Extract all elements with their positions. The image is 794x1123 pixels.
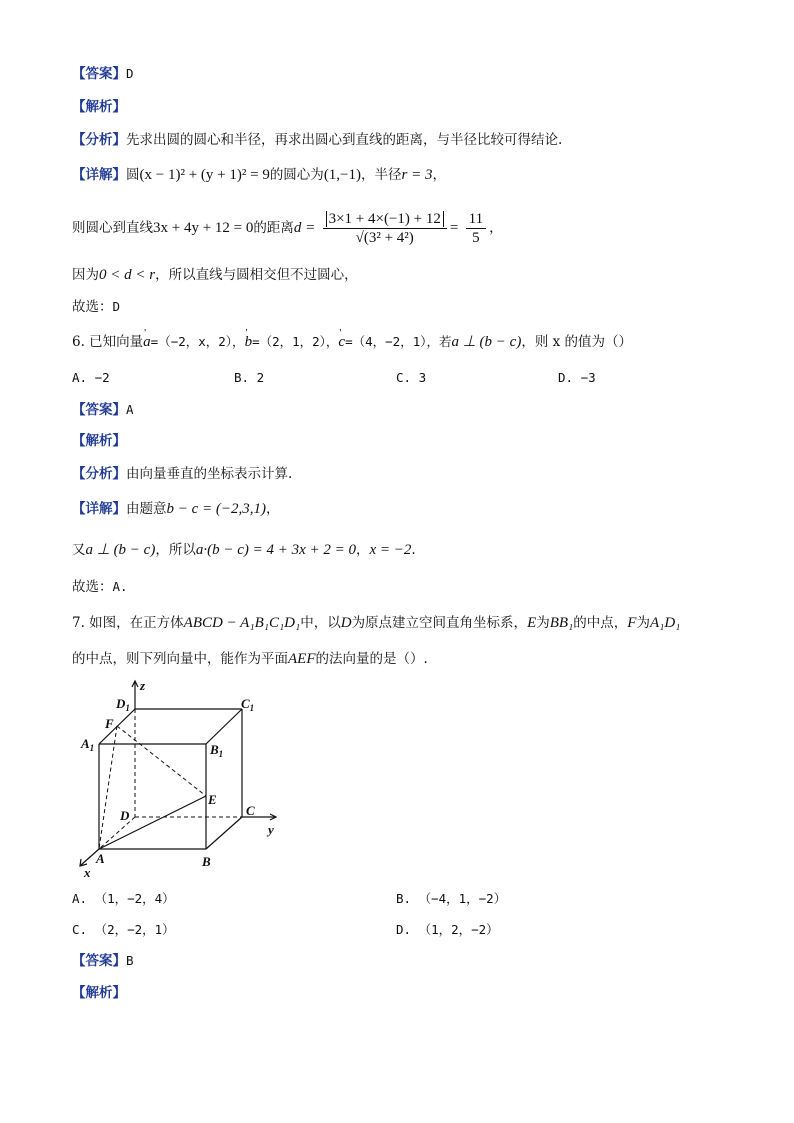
perp-condition: a ⊥ (b − c) <box>451 334 522 350</box>
b-minus-c: b − c = (−2,3,1) <box>166 501 267 517</box>
answer-value: B <box>126 953 134 968</box>
detail-text: 由题意 <box>126 501 167 517</box>
cube-figure <box>72 678 292 878</box>
q7-analysis-line <box>72 983 126 1003</box>
point-e: E <box>527 615 537 631</box>
segment-a1d1: A₁D₁ <box>649 615 681 631</box>
label-a: A <box>96 851 105 866</box>
detail-text: 则圆心到直线 <box>72 220 153 236</box>
label-d1: $D_1$ <box>116 696 130 713</box>
inequality: 0 < d < r <box>99 267 156 283</box>
q7-option-d[interactable]: D. （1，2，−2） <box>396 922 499 937</box>
q6-option-c[interactable]: C. 3 <box>396 370 427 385</box>
dot-product-equation: a·(b − c) = 4 + 3x + 2 = 0 <box>195 542 357 558</box>
analysis-tag: 【解析】 <box>72 985 126 1001</box>
q7-option-b[interactable]: B. （−4，1，−2） <box>396 891 507 906</box>
q6-analysis-line <box>72 431 126 451</box>
distance-fraction <box>323 210 447 247</box>
label-b: B <box>202 854 211 869</box>
fenxi-text: 先求出圆的圆心和半径，再求出圆心到直线的距离，与半径比较可得结论. <box>126 132 563 148</box>
fraction-denominator: √(3² + 4²) <box>355 230 414 246</box>
stem-text: 的中点， <box>573 615 628 631</box>
point-f: F <box>627 615 637 631</box>
q5-detail-line <box>72 165 446 185</box>
stem-text: 为 <box>536 615 550 631</box>
label-c: C <box>246 803 255 818</box>
xiangjie-tag: 【详解】 <box>72 501 126 517</box>
vector-b-value: =（2，1，2）， <box>252 334 339 349</box>
label-f: F <box>105 716 114 731</box>
label-e: E <box>208 792 217 807</box>
q5-choose-line <box>72 297 120 317</box>
x-solution: x = −2 <box>369 542 412 558</box>
analysis-tag: 【解析】 <box>72 433 126 449</box>
stem-text: 的法向量的是（）. <box>315 651 428 667</box>
choose-label: 故选： <box>72 579 113 595</box>
answer-tag: 【答案】 <box>72 66 126 82</box>
axis-x-label: x <box>84 865 91 878</box>
stem-text: 的中点，则下列向量中，能作为平面 <box>72 651 288 667</box>
q6-stem <box>72 332 632 352</box>
detail-text: 的圆心为 <box>269 167 324 183</box>
origin-point: D <box>340 615 352 631</box>
q7-stem-line2 <box>72 649 428 669</box>
distance-symbol: d = <box>293 220 316 236</box>
stem-text: 中，以 <box>300 615 341 631</box>
label-b1: $B_1$ <box>210 742 224 759</box>
stem-text: 为原点建立空间直角坐标系， <box>351 615 528 631</box>
detail-text: ，所以直线与圆相交但不过圆心， <box>155 267 358 283</box>
q7-answer-line <box>72 951 134 971</box>
circle-center: (1,−1) <box>323 167 362 183</box>
segment-bb1: BB₁ <box>549 615 574 631</box>
question-number: 7. 如图，在正方体 <box>72 615 184 631</box>
detail-text: ， <box>356 542 370 558</box>
choose-value: A. <box>112 579 128 594</box>
q5-analysis-line <box>72 97 126 117</box>
q7-stem-line1 <box>72 613 680 633</box>
xiangjie-tag: 【详解】 <box>72 167 126 183</box>
q6-option-a[interactable]: A. −2 <box>72 370 110 385</box>
vector-a-value: =（−2，x，2）， <box>150 334 245 349</box>
answer-value: A <box>126 402 134 417</box>
result-fraction <box>466 210 486 247</box>
fenxi-tag: 【分析】 <box>72 132 126 148</box>
detail-text: ， <box>489 220 503 236</box>
answer-tag: 【答案】 <box>72 402 126 418</box>
q6-fenxi-line <box>72 464 292 484</box>
question-number: 6. 已知向量 <box>72 334 144 350</box>
detail-text: 的距离 <box>253 220 294 236</box>
fenxi-text: 由向量垂直的坐标表示计算. <box>126 466 293 482</box>
vector-c: ' c <box>338 332 345 352</box>
choose-value: D <box>112 299 121 314</box>
vector-b: ' b <box>245 332 253 352</box>
stem-text: 为 <box>636 615 650 631</box>
detail-text: . <box>411 542 416 558</box>
detail-text: ， <box>432 167 446 183</box>
q5-distance-line <box>72 208 503 248</box>
q6-choose-line <box>72 577 128 597</box>
detail-text: ， <box>266 501 280 517</box>
axis-y-label: y <box>268 822 274 837</box>
vector-c-value: =（4，−2，1），若 <box>345 334 452 349</box>
q5-fenxi-line <box>72 130 562 150</box>
radius: r = 3 <box>401 167 433 183</box>
line-equation: 3x + 4y + 12 = 0 <box>153 220 254 236</box>
q6-answer-line <box>72 400 134 420</box>
detail-text: 又 <box>72 542 86 558</box>
equals-sign: = <box>449 220 459 236</box>
vector-a: ' a <box>143 332 151 352</box>
detail-text: ，半径 <box>361 167 402 183</box>
analysis-tag: 【解析】 <box>72 99 126 115</box>
answer-value: D <box>126 66 134 81</box>
q6-option-d[interactable]: D. −3 <box>558 370 596 385</box>
detail-text: ，所以 <box>155 542 196 558</box>
q5-answer-line <box>72 64 134 84</box>
label-c1: $C_1$ <box>241 696 255 713</box>
fraction-numerator: 3×1 + 4×(−1) + 12 <box>326 211 444 227</box>
result-numerator: 11 <box>466 210 486 229</box>
label-d: D <box>120 808 130 823</box>
circle-equation: (x − 1)² + (y + 1)² = 9 <box>139 167 270 183</box>
label-a1: $A_1$ <box>81 736 95 753</box>
result-denominator: 5 <box>472 230 480 246</box>
q7-option-a[interactable]: A. （1，−2，4） <box>72 891 175 906</box>
fenxi-tag: 【分析】 <box>72 466 126 482</box>
stem-end: ，则 x 的值为（） <box>521 334 633 350</box>
axis-z-label: z <box>140 678 146 693</box>
perp-condition: a ⊥ (b − c) <box>85 542 156 558</box>
choose-label: 故选： <box>72 299 113 315</box>
q7-option-c[interactable]: C. （2，−2，1） <box>72 922 175 937</box>
cube-name: ABCD − A₁B₁C₁D₁ <box>183 615 301 631</box>
q5-because-line <box>72 265 358 285</box>
detail-text: 圆 <box>126 167 140 183</box>
q6-detail-line2 <box>72 540 416 560</box>
answer-tag: 【答案】 <box>72 953 126 969</box>
plane-aef: AEF <box>288 651 316 667</box>
detail-text: 因为 <box>72 267 99 283</box>
q6-option-b[interactable]: B. 2 <box>234 370 265 385</box>
q6-detail-line1 <box>72 499 280 519</box>
